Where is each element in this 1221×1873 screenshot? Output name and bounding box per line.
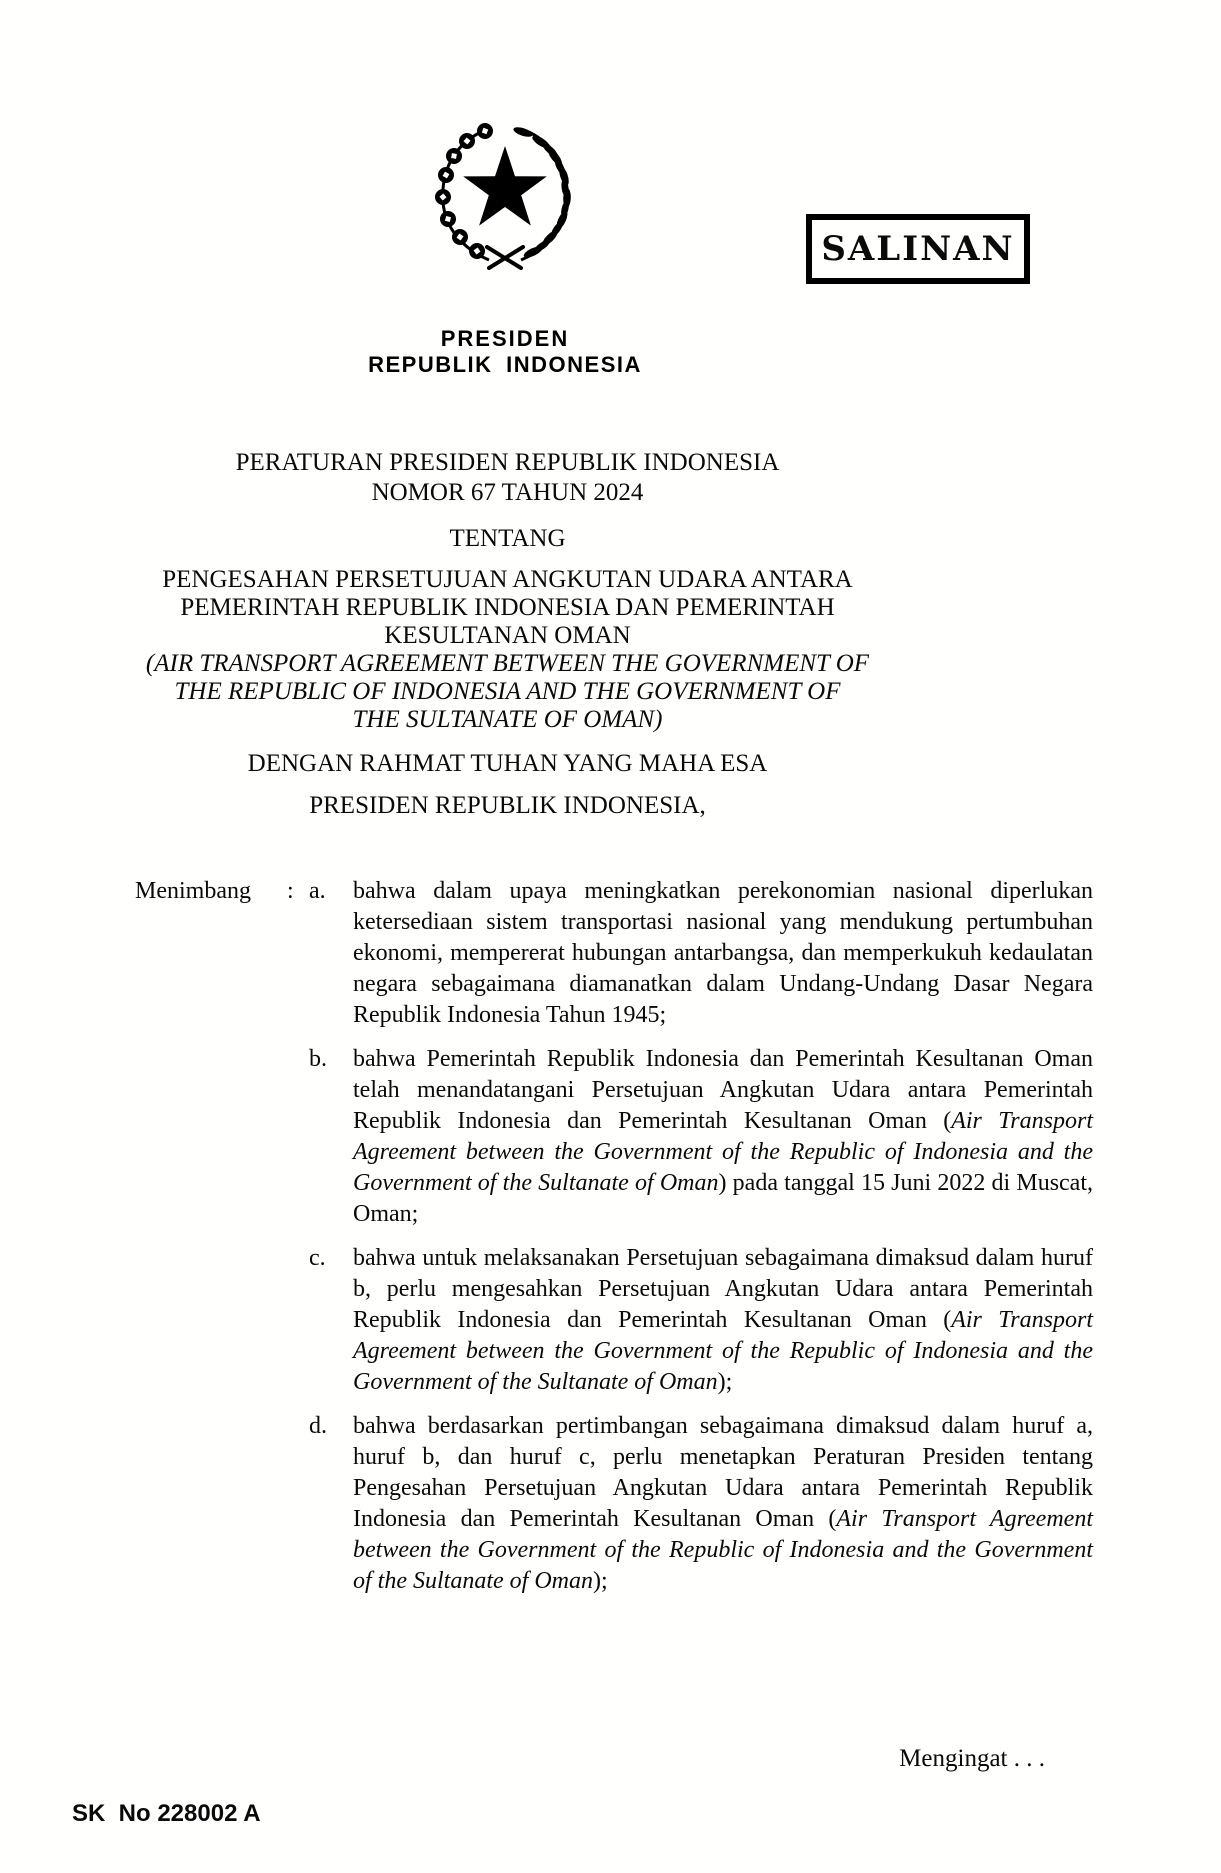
star-icon xyxy=(463,146,547,226)
preamble-presiden: PRESIDEN REPUBLIK INDONESIA, xyxy=(309,792,706,819)
presidential-emblem xyxy=(425,110,585,270)
menimbang-item xyxy=(309,1411,1095,1597)
title-tentang: TENTANG xyxy=(449,525,566,552)
subject-english-line3: THE SULTANATE OF OMAN) xyxy=(352,706,663,733)
item-text: bahwa Pemerintah Republik Indonesia dan Pemerintah Kesultanan Oman telah menandatangani Persetujuan Angkutan Udara antara Pemerintah Republik Indonesia dan Pemerintah Kesultanan Oman (Air Transport Agreement between the Government of the Republic of Indonesia and the Government of the Sultanate of Oman) pada tanggal 15 Juni 2022 di Muscat, Oman; xyxy=(353,1046,1094,1227)
subject-english-line1: (AIR TRANSPORT AGREEMENT BETWEEN THE GOVERNMENT OF xyxy=(145,650,870,677)
menimbang-item xyxy=(309,876,1095,1031)
subject-line2: PEMERINTAH REPUBLIK INDONESIA DAN PEMERINTAH KESULTANAN OMAN xyxy=(180,594,835,649)
menimbang-label: Menimbang xyxy=(135,878,251,904)
letterhead-presiden: PRESIDEN xyxy=(440,326,570,351)
menimbang-item xyxy=(309,1044,1095,1230)
salinan-stamp-label: SALINAN xyxy=(821,229,1015,269)
menimbang-section xyxy=(135,876,1095,1597)
subject-english-line2: THE REPUBLIC OF INDONESIA AND THE GOVERNMENT OF xyxy=(174,678,841,705)
item-text: bahwa dalam upaya meningkatkan perekonomian nasional diperlukan ketersediaan sistem transportasi nasional yang mendukung pertumbuhan ekonomi, mempererat hubungan antarbangsa, dan memperkukuh kedaulatan negara sebagaimana diamanatkan dalam Undang-Undang Dasar Negara Republik Indonesia Tahun 1945; xyxy=(353,878,1093,1028)
letterhead-republik-indonesia: REPUBLIK INDONESIA xyxy=(368,352,642,377)
item-text: bahwa berdasarkan pertimbangan sebagaimana dimaksud dalam huruf a, huruf b, dan huruf c, perlu menetapkan Peraturan Presiden tentang Pengesahan Persetujuan Angkutan Udara antara Pemerintah Republik Indonesia dan Pemerintah Kesultanan Oman (Air Transport Agreement between the Government of the Republic of Indonesia and the Government of the Sultanate of Oman); xyxy=(353,1413,1093,1594)
title-number: NOMOR 67 TAHUN 2024 xyxy=(371,479,644,506)
item-letter: a. xyxy=(309,878,326,904)
star-wreath-icon xyxy=(425,110,585,270)
subject-line1: PENGESAHAN PERSETUJUAN ANGKUTAN UDARA ANTARA xyxy=(162,566,853,593)
item-letter: c. xyxy=(309,1245,326,1271)
item-letter: b. xyxy=(309,1046,327,1072)
item-text: bahwa untuk melaksanakan Persetujuan sebagaimana dimaksud dalam huruf b, perlu mengesahkan Persetujuan Angkutan Udara antara Pemerintah Republik Indonesia dan Pemerintah Kesultanan Oman (Air Transport Agreement between the Government of the Republic of Indonesia and the Government of the Sultanate of Oman); xyxy=(353,1245,1093,1395)
preamble xyxy=(110,750,905,820)
regulation-title xyxy=(110,448,905,734)
menimbang-items xyxy=(309,876,1095,1597)
preamble-rahmat: DENGAN RAHMAT TUHAN YANG MAHA ESA xyxy=(247,750,768,777)
salinan-stamp xyxy=(806,214,1030,284)
page-continuation-marker: Mengingat . . . xyxy=(899,1745,1045,1772)
title-line1: PERATURAN PRESIDEN REPUBLIK INDONESIA xyxy=(235,449,780,476)
letterhead xyxy=(255,326,755,378)
menimbang-colon: : xyxy=(287,878,294,904)
menimbang-item xyxy=(309,1243,1095,1398)
sk-number: SK No 228002 A xyxy=(72,1800,261,1827)
item-letter: d. xyxy=(309,1413,327,1439)
